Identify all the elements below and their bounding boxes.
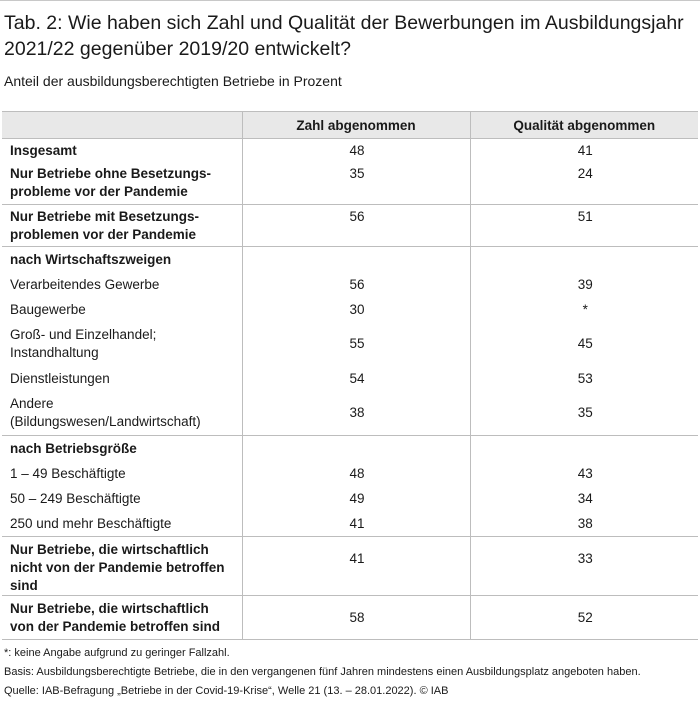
table-notes: [4, 644, 698, 701]
footnote: *: keine Angabe aufgrund zu geringer Fallzahl.: [4, 647, 230, 659]
table-row: [2, 596, 698, 640]
table-row: [2, 392, 698, 436]
row-zahl: 35: [242, 163, 470, 205]
table-row: [2, 537, 698, 596]
row-qualitaet: 24: [577, 165, 593, 181]
row-label: 50 – 249 Beschäftigte: [2, 487, 242, 512]
section-label: nach Betriebsgröße: [2, 436, 242, 462]
row-label: Groß- und Einzelhandel; Instandhaltung: [2, 323, 242, 367]
row-zahl: 41: [242, 512, 470, 537]
row-qualitaet: 53: [577, 370, 593, 386]
table-row: [2, 323, 698, 367]
basis-note: Basis: Ausbildungsberechtigte Betriebe, die in den vergangenen fünf Jahren mindestens einen Ausbildungsplatz angeboten haben.: [4, 666, 641, 678]
row-zahl: 38: [242, 392, 470, 436]
top-divider: [0, 0, 700, 1]
row-zahl: 30: [242, 298, 470, 323]
header-label: [2, 112, 242, 139]
table-row: [2, 273, 698, 298]
row-label: 1 – 49 Beschäftigte: [2, 462, 242, 487]
table-title: Tab. 2: Wie haben sich Zahl und Qualität der Bewerbungen im Ausbildungsjahr 2021/22 gegenüber 2019/20 entwickelt?: [4, 12, 684, 60]
table-row: [2, 462, 698, 487]
row-label: Nur Betriebe, die wirtschaftlich von der Pandemie betroffen sind: [2, 596, 242, 640]
row-qualitaet: 38: [577, 515, 593, 531]
row-zahl: 48: [242, 139, 470, 163]
row-zahl: 54: [242, 367, 470, 392]
header-zahl: Zahl abgenommen: [242, 112, 470, 139]
row-qualitaet: 34: [577, 490, 593, 506]
row-qualitaet: 51: [470, 205, 698, 247]
row-qualitaet: [470, 247, 698, 273]
row-qualitaet: 39: [577, 276, 593, 292]
row-qualitaet: 33: [470, 537, 698, 596]
row-label: Dienstleistungen: [2, 367, 242, 392]
row-label: Nur Betriebe mit Besetzungs-problemen vor der Pandemie: [2, 205, 242, 247]
table-row: [2, 298, 698, 323]
data-table: [2, 111, 698, 640]
row-label: Andere (Bildungswesen/Landwirtschaft): [2, 392, 242, 436]
row-label: Nur Betriebe ohne Besetzungs-probleme vor der Pandemie: [2, 163, 242, 205]
source-note: Quelle: IAB-Befragung „Betriebe in der Covid-19-Krise“, Welle 21 (13. – 28.01.2022). © IAB: [4, 685, 449, 697]
table-row: [2, 205, 698, 247]
row-zahl: 55: [242, 323, 470, 367]
row-qualitaet: 35: [577, 404, 593, 420]
row-zahl: [242, 436, 470, 462]
row-label: 250 und mehr Beschäftigte: [2, 512, 242, 537]
row-qualitaet: [470, 436, 698, 462]
table-row: [2, 487, 698, 512]
row-qualitaet: 52: [470, 596, 698, 640]
table-row: [2, 436, 698, 462]
row-qualitaet: *: [582, 301, 588, 317]
table-subtitle: Anteil der ausbildungsberechtigten Betriebe in Prozent: [4, 73, 342, 89]
row-zahl: 58: [242, 596, 470, 640]
table-row: [2, 139, 698, 163]
row-label: Nur Betriebe, die wirtschaftlich nicht von der Pandemie betroffen sind: [2, 537, 242, 596]
row-label: Insgesamt: [2, 139, 242, 163]
row-qualitaet: 43: [577, 465, 593, 481]
row-qualitaet: 41: [577, 143, 593, 158]
row-label: Verarbeitendes Gewerbe: [2, 273, 242, 298]
table-row: [2, 512, 698, 537]
row-zahl: [242, 247, 470, 273]
row-zahl: 56: [242, 273, 470, 298]
row-label: Baugewerbe: [2, 298, 242, 323]
section-label: nach Wirtschaftszweigen: [2, 247, 242, 273]
row-zahl: 56: [242, 205, 470, 247]
row-zahl: 48: [242, 462, 470, 487]
header-row: [2, 112, 698, 139]
row-zahl: 49: [242, 487, 470, 512]
header-qualitaet: Qualität abgenommen: [470, 112, 698, 139]
row-qualitaet: 45: [577, 335, 593, 351]
table-row: [2, 367, 698, 392]
row-zahl: 41: [242, 537, 470, 596]
table-row: [2, 163, 698, 205]
table-row: [2, 247, 698, 273]
